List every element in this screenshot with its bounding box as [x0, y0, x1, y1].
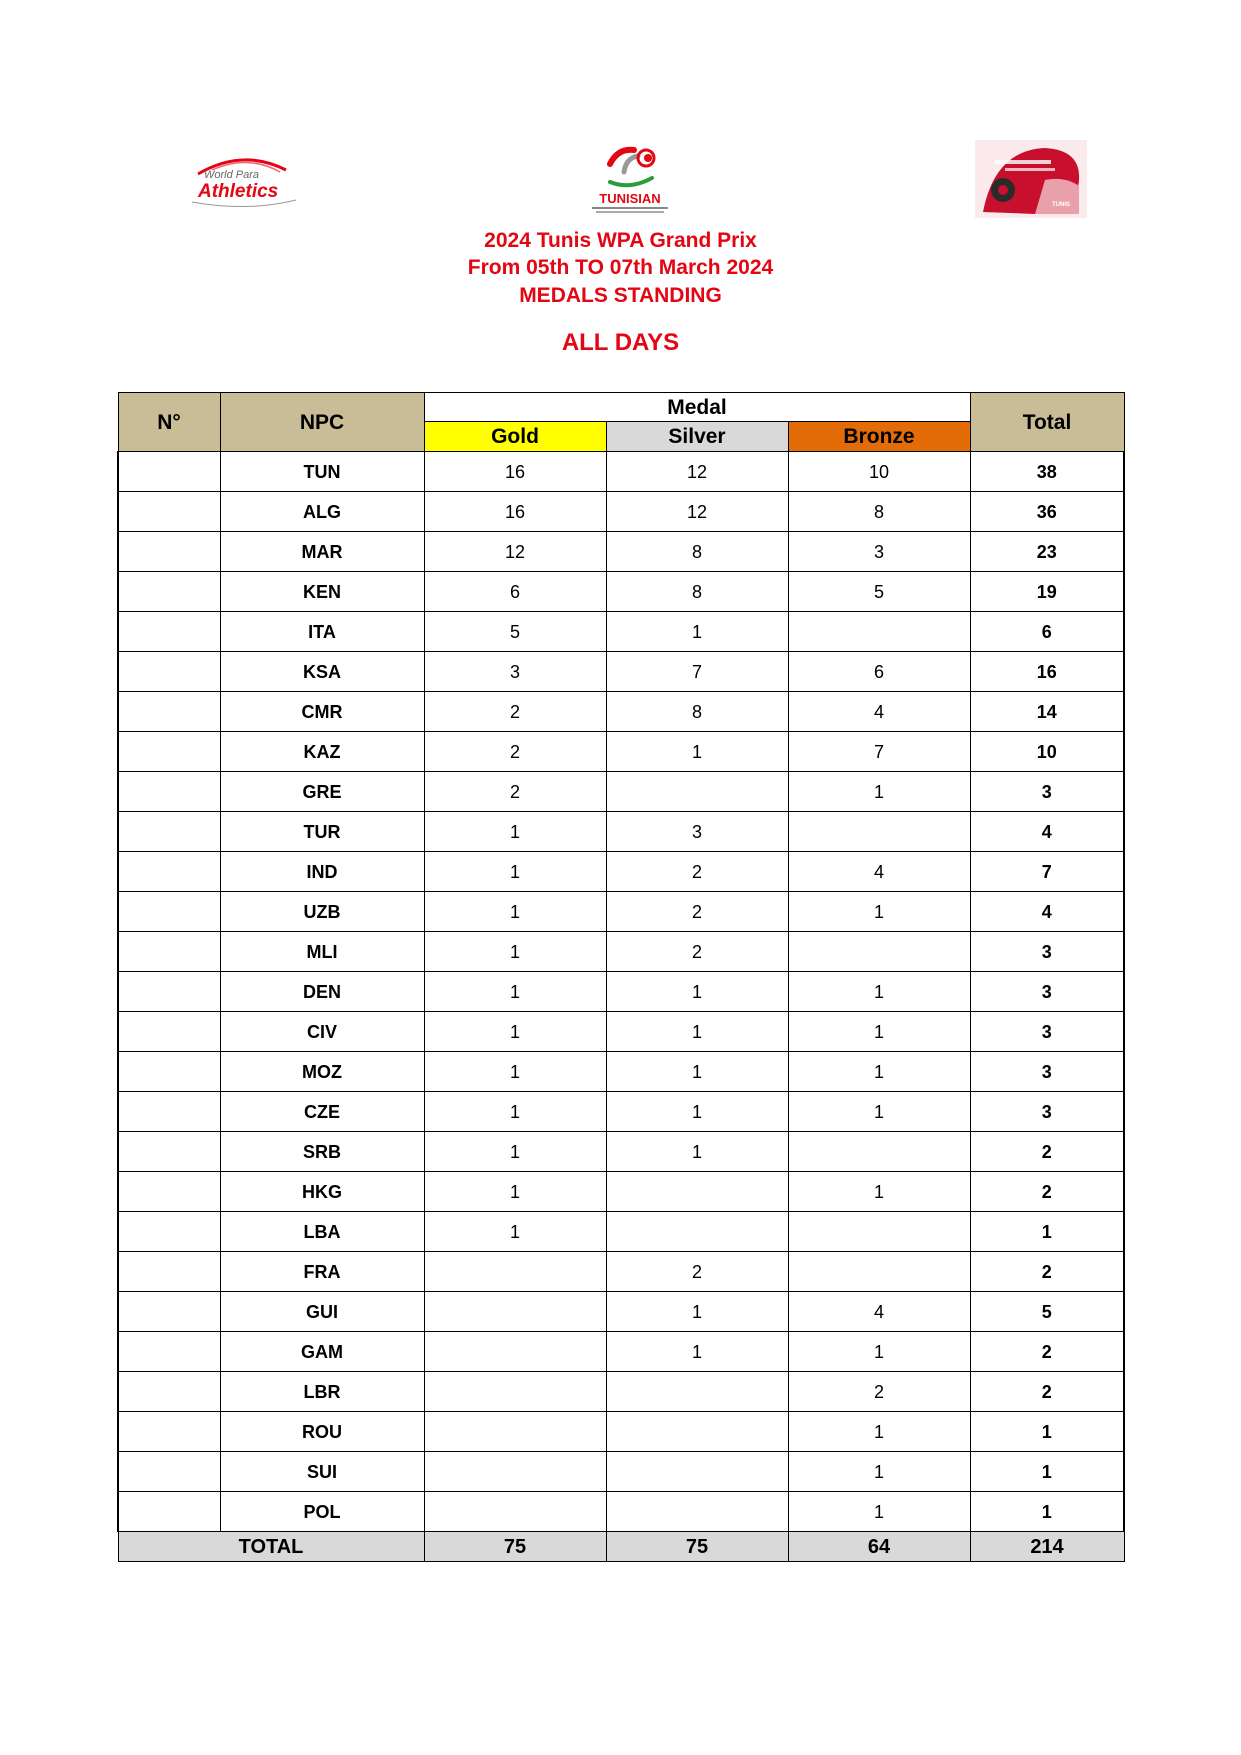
rank-cell: [118, 1292, 220, 1332]
table-row: [118, 1332, 1124, 1372]
total-cell: 3: [970, 972, 1124, 1012]
total-row: [118, 1532, 1124, 1562]
logo-left-line2: Athletics: [198, 181, 279, 202]
npc-cell: KSA: [220, 652, 424, 692]
npc-cell: SUI: [220, 1452, 424, 1492]
total-cell: 6: [970, 612, 1124, 652]
total-gold: 75: [424, 1532, 606, 1562]
silver-cell: [606, 1492, 788, 1532]
table-row: [118, 692, 1124, 732]
table-row: [118, 1132, 1124, 1172]
silver-cell: 1: [606, 1132, 788, 1172]
table-row: [118, 572, 1124, 612]
total-cell: 7: [970, 852, 1124, 892]
table-row: [118, 852, 1124, 892]
rank-cell: [118, 572, 220, 612]
npc-cell: POL: [220, 1492, 424, 1532]
rank-cell: [118, 1332, 220, 1372]
total-label: TOTAL: [118, 1532, 424, 1562]
gold-cell: 3: [424, 652, 606, 692]
total-cell: 2: [970, 1332, 1124, 1372]
gold-cell: 2: [424, 692, 606, 732]
bronze-cell: 8: [788, 492, 970, 532]
bronze-cell: 4: [788, 1292, 970, 1332]
gold-cell: 1: [424, 972, 606, 1012]
table-row: [118, 732, 1124, 772]
rank-cell: [118, 452, 220, 492]
table-row: [118, 492, 1124, 532]
subtitle-all-days: ALL DAYS: [561, 329, 680, 356]
table-row: [118, 1212, 1124, 1252]
silver-cell: 1: [606, 1052, 788, 1092]
gold-cell: [424, 1332, 606, 1372]
gold-cell: 16: [424, 492, 606, 532]
npc-cell: CZE: [220, 1092, 424, 1132]
rank-cell: [118, 492, 220, 532]
gold-cell: 12: [424, 532, 606, 572]
header-no: N°: [118, 393, 220, 452]
header-silver: Silver: [606, 422, 788, 452]
table-row: [118, 892, 1124, 932]
table-row: [118, 932, 1124, 972]
gold-cell: 1: [424, 1132, 606, 1172]
table-row: [118, 452, 1124, 492]
gold-cell: 1: [424, 892, 606, 932]
bronze-cell: 7: [788, 732, 970, 772]
silver-cell: 8: [606, 532, 788, 572]
bronze-cell: 1: [788, 972, 970, 1012]
rank-cell: [118, 532, 220, 572]
table-row: [118, 1172, 1124, 1212]
bronze-cell: 1: [788, 892, 970, 932]
table-row: [118, 1252, 1124, 1292]
total-cell: 3: [970, 772, 1124, 812]
npc-cell: CIV: [220, 1012, 424, 1052]
total-total: 214: [970, 1532, 1124, 1562]
gold-cell: [424, 1372, 606, 1412]
rank-cell: [118, 1132, 220, 1172]
logo-left-line1: World Para: [204, 169, 260, 181]
rank-cell: [118, 1092, 220, 1132]
rank-cell: [118, 772, 220, 812]
npc-cell: MAR: [220, 532, 424, 572]
table-row: [118, 1452, 1124, 1492]
total-cell: 5: [970, 1292, 1124, 1332]
npc-cell: LBR: [220, 1372, 424, 1412]
npc-cell: GAM: [220, 1332, 424, 1372]
total-cell: 38: [970, 452, 1124, 492]
logo-right-text: TUNIS: [1052, 202, 1070, 208]
total-cell: 3: [970, 1012, 1124, 1052]
silver-cell: 2: [606, 892, 788, 932]
title-line-3: MEDALS STANDING: [519, 284, 722, 307]
rank-cell: [118, 1012, 220, 1052]
table-row: [118, 972, 1124, 1012]
bronze-cell: 1: [788, 1452, 970, 1492]
table-row: [118, 1052, 1124, 1092]
header-gold: Gold: [424, 422, 606, 452]
npc-cell: ALG: [220, 492, 424, 532]
silver-cell: 1: [606, 972, 788, 1012]
total-cell: 2: [970, 1132, 1124, 1172]
total-cell: 2: [970, 1372, 1124, 1412]
rank-cell: [118, 1452, 220, 1492]
bronze-cell: 1: [788, 1412, 970, 1452]
grand-prix-logo: [975, 140, 1087, 218]
total-cell: 1: [970, 1492, 1124, 1532]
table-row: [118, 532, 1124, 572]
rank-cell: [118, 1492, 220, 1532]
total-cell: 3: [970, 932, 1124, 972]
table-row: [118, 652, 1124, 692]
rank-cell: [118, 1412, 220, 1452]
gold-cell: 1: [424, 1052, 606, 1092]
silver-cell: 1: [606, 1292, 788, 1332]
gold-cell: 2: [424, 772, 606, 812]
world-para-athletics-logo: [168, 140, 318, 218]
npc-cell: DEN: [220, 972, 424, 1012]
npc-cell: KEN: [220, 572, 424, 612]
total-cell: 3: [970, 1052, 1124, 1092]
header-medal: Medal: [424, 393, 970, 422]
gold-cell: 1: [424, 1172, 606, 1212]
bronze-cell: [788, 932, 970, 972]
bronze-cell: 1: [788, 1172, 970, 1212]
rank-cell: [118, 612, 220, 652]
silver-cell: 2: [606, 932, 788, 972]
rank-cell: [118, 1372, 220, 1412]
total-cell: 23: [970, 532, 1124, 572]
table-row: [118, 1292, 1124, 1332]
table-row: [118, 612, 1124, 652]
gold-cell: [424, 1252, 606, 1292]
total-cell: 2: [970, 1252, 1124, 1292]
table-row: [118, 1492, 1124, 1532]
rank-cell: [118, 692, 220, 732]
total-cell: 1: [970, 1452, 1124, 1492]
silver-cell: 2: [606, 852, 788, 892]
total-cell: 1: [970, 1412, 1124, 1452]
silver-cell: 2: [606, 1252, 788, 1292]
silver-cell: [606, 1172, 788, 1212]
bronze-cell: 4: [788, 692, 970, 732]
total-cell: 10: [970, 732, 1124, 772]
silver-cell: 1: [606, 1012, 788, 1052]
header-total: Total: [970, 393, 1124, 452]
npc-cell: CMR: [220, 692, 424, 732]
silver-cell: 1: [606, 612, 788, 652]
gold-cell: [424, 1492, 606, 1532]
silver-cell: 1: [606, 1332, 788, 1372]
total-bronze: 64: [788, 1532, 970, 1562]
silver-cell: 12: [606, 452, 788, 492]
bronze-cell: [788, 1252, 970, 1292]
npc-cell: ROU: [220, 1412, 424, 1452]
tunisian-paralympic-logo: [580, 140, 680, 218]
rank-cell: [118, 1172, 220, 1212]
total-silver: 75: [606, 1532, 788, 1562]
silver-cell: [606, 1372, 788, 1412]
medals-table: [117, 392, 1125, 1562]
npc-cell: HKG: [220, 1172, 424, 1212]
medal-rows: [118, 452, 1124, 1532]
bronze-cell: [788, 812, 970, 852]
bronze-cell: 3: [788, 532, 970, 572]
rank-cell: [118, 652, 220, 692]
bronze-cell: 1: [788, 1492, 970, 1532]
total-cell: 1: [970, 1212, 1124, 1252]
silver-cell: [606, 772, 788, 812]
gold-cell: 16: [424, 452, 606, 492]
rank-cell: [118, 732, 220, 772]
table-row: [118, 1012, 1124, 1052]
bronze-cell: 1: [788, 772, 970, 812]
npc-cell: MOZ: [220, 1052, 424, 1092]
silver-cell: 8: [606, 692, 788, 732]
bronze-cell: [788, 1132, 970, 1172]
gold-cell: 1: [424, 852, 606, 892]
silver-cell: 8: [606, 572, 788, 612]
bronze-cell: 6: [788, 652, 970, 692]
bronze-cell: 4: [788, 852, 970, 892]
silver-cell: [606, 1212, 788, 1252]
table-row: [118, 1372, 1124, 1412]
rank-cell: [118, 852, 220, 892]
npc-cell: TUN: [220, 452, 424, 492]
title-line-1: 2024 Tunis WPA Grand Prix: [484, 229, 757, 252]
table-row: [118, 1412, 1124, 1452]
gold-cell: [424, 1452, 606, 1492]
logo-center-text: TUNISIAN: [599, 191, 661, 206]
rank-cell: [118, 1052, 220, 1092]
gold-cell: 1: [424, 1092, 606, 1132]
npc-cell: IND: [220, 852, 424, 892]
rank-cell: [118, 812, 220, 852]
gold-cell: 1: [424, 932, 606, 972]
gold-cell: 2: [424, 732, 606, 772]
npc-cell: GUI: [220, 1292, 424, 1332]
table-row: [118, 1092, 1124, 1132]
rank-cell: [118, 972, 220, 1012]
silver-cell: [606, 1452, 788, 1492]
total-cell: 19: [970, 572, 1124, 612]
npc-cell: FRA: [220, 1252, 424, 1292]
npc-cell: UZB: [220, 892, 424, 932]
bronze-cell: 10: [788, 452, 970, 492]
npc-cell: SRB: [220, 1132, 424, 1172]
npc-cell: TUR: [220, 812, 424, 852]
bronze-cell: 1: [788, 1332, 970, 1372]
bronze-cell: [788, 1212, 970, 1252]
rank-cell: [118, 1212, 220, 1252]
silver-cell: 3: [606, 812, 788, 852]
gold-cell: 5: [424, 612, 606, 652]
rank-cell: [118, 932, 220, 972]
total-cell: 14: [970, 692, 1124, 732]
silver-cell: [606, 1412, 788, 1452]
header-bronze: Bronze: [788, 422, 970, 452]
silver-cell: 1: [606, 1092, 788, 1132]
silver-cell: 7: [606, 652, 788, 692]
rank-cell: [118, 1252, 220, 1292]
npc-cell: KAZ: [220, 732, 424, 772]
silver-cell: 1: [606, 732, 788, 772]
bronze-cell: 5: [788, 572, 970, 612]
gold-cell: [424, 1412, 606, 1452]
bronze-cell: 1: [788, 1052, 970, 1092]
gold-cell: 1: [424, 1212, 606, 1252]
total-cell: 4: [970, 892, 1124, 932]
npc-cell: GRE: [220, 772, 424, 812]
bronze-cell: 1: [788, 1012, 970, 1052]
title-line-2: From 05th TO 07th March 2024: [467, 256, 774, 279]
npc-cell: MLI: [220, 932, 424, 972]
bronze-cell: [788, 612, 970, 652]
bronze-cell: 2: [788, 1372, 970, 1412]
bronze-cell: 1: [788, 1092, 970, 1132]
gold-cell: 1: [424, 1012, 606, 1052]
total-cell: 4: [970, 812, 1124, 852]
header-npc: NPC: [220, 393, 424, 452]
silver-cell: 12: [606, 492, 788, 532]
table-row: [118, 812, 1124, 852]
total-cell: 2: [970, 1172, 1124, 1212]
table-row: [118, 772, 1124, 812]
npc-cell: ITA: [220, 612, 424, 652]
gold-cell: 6: [424, 572, 606, 612]
total-cell: 3: [970, 1092, 1124, 1132]
gold-cell: 1: [424, 812, 606, 852]
gold-cell: [424, 1292, 606, 1332]
rank-cell: [118, 892, 220, 932]
total-cell: 36: [970, 492, 1124, 532]
npc-cell: LBA: [220, 1212, 424, 1252]
total-cell: 16: [970, 652, 1124, 692]
